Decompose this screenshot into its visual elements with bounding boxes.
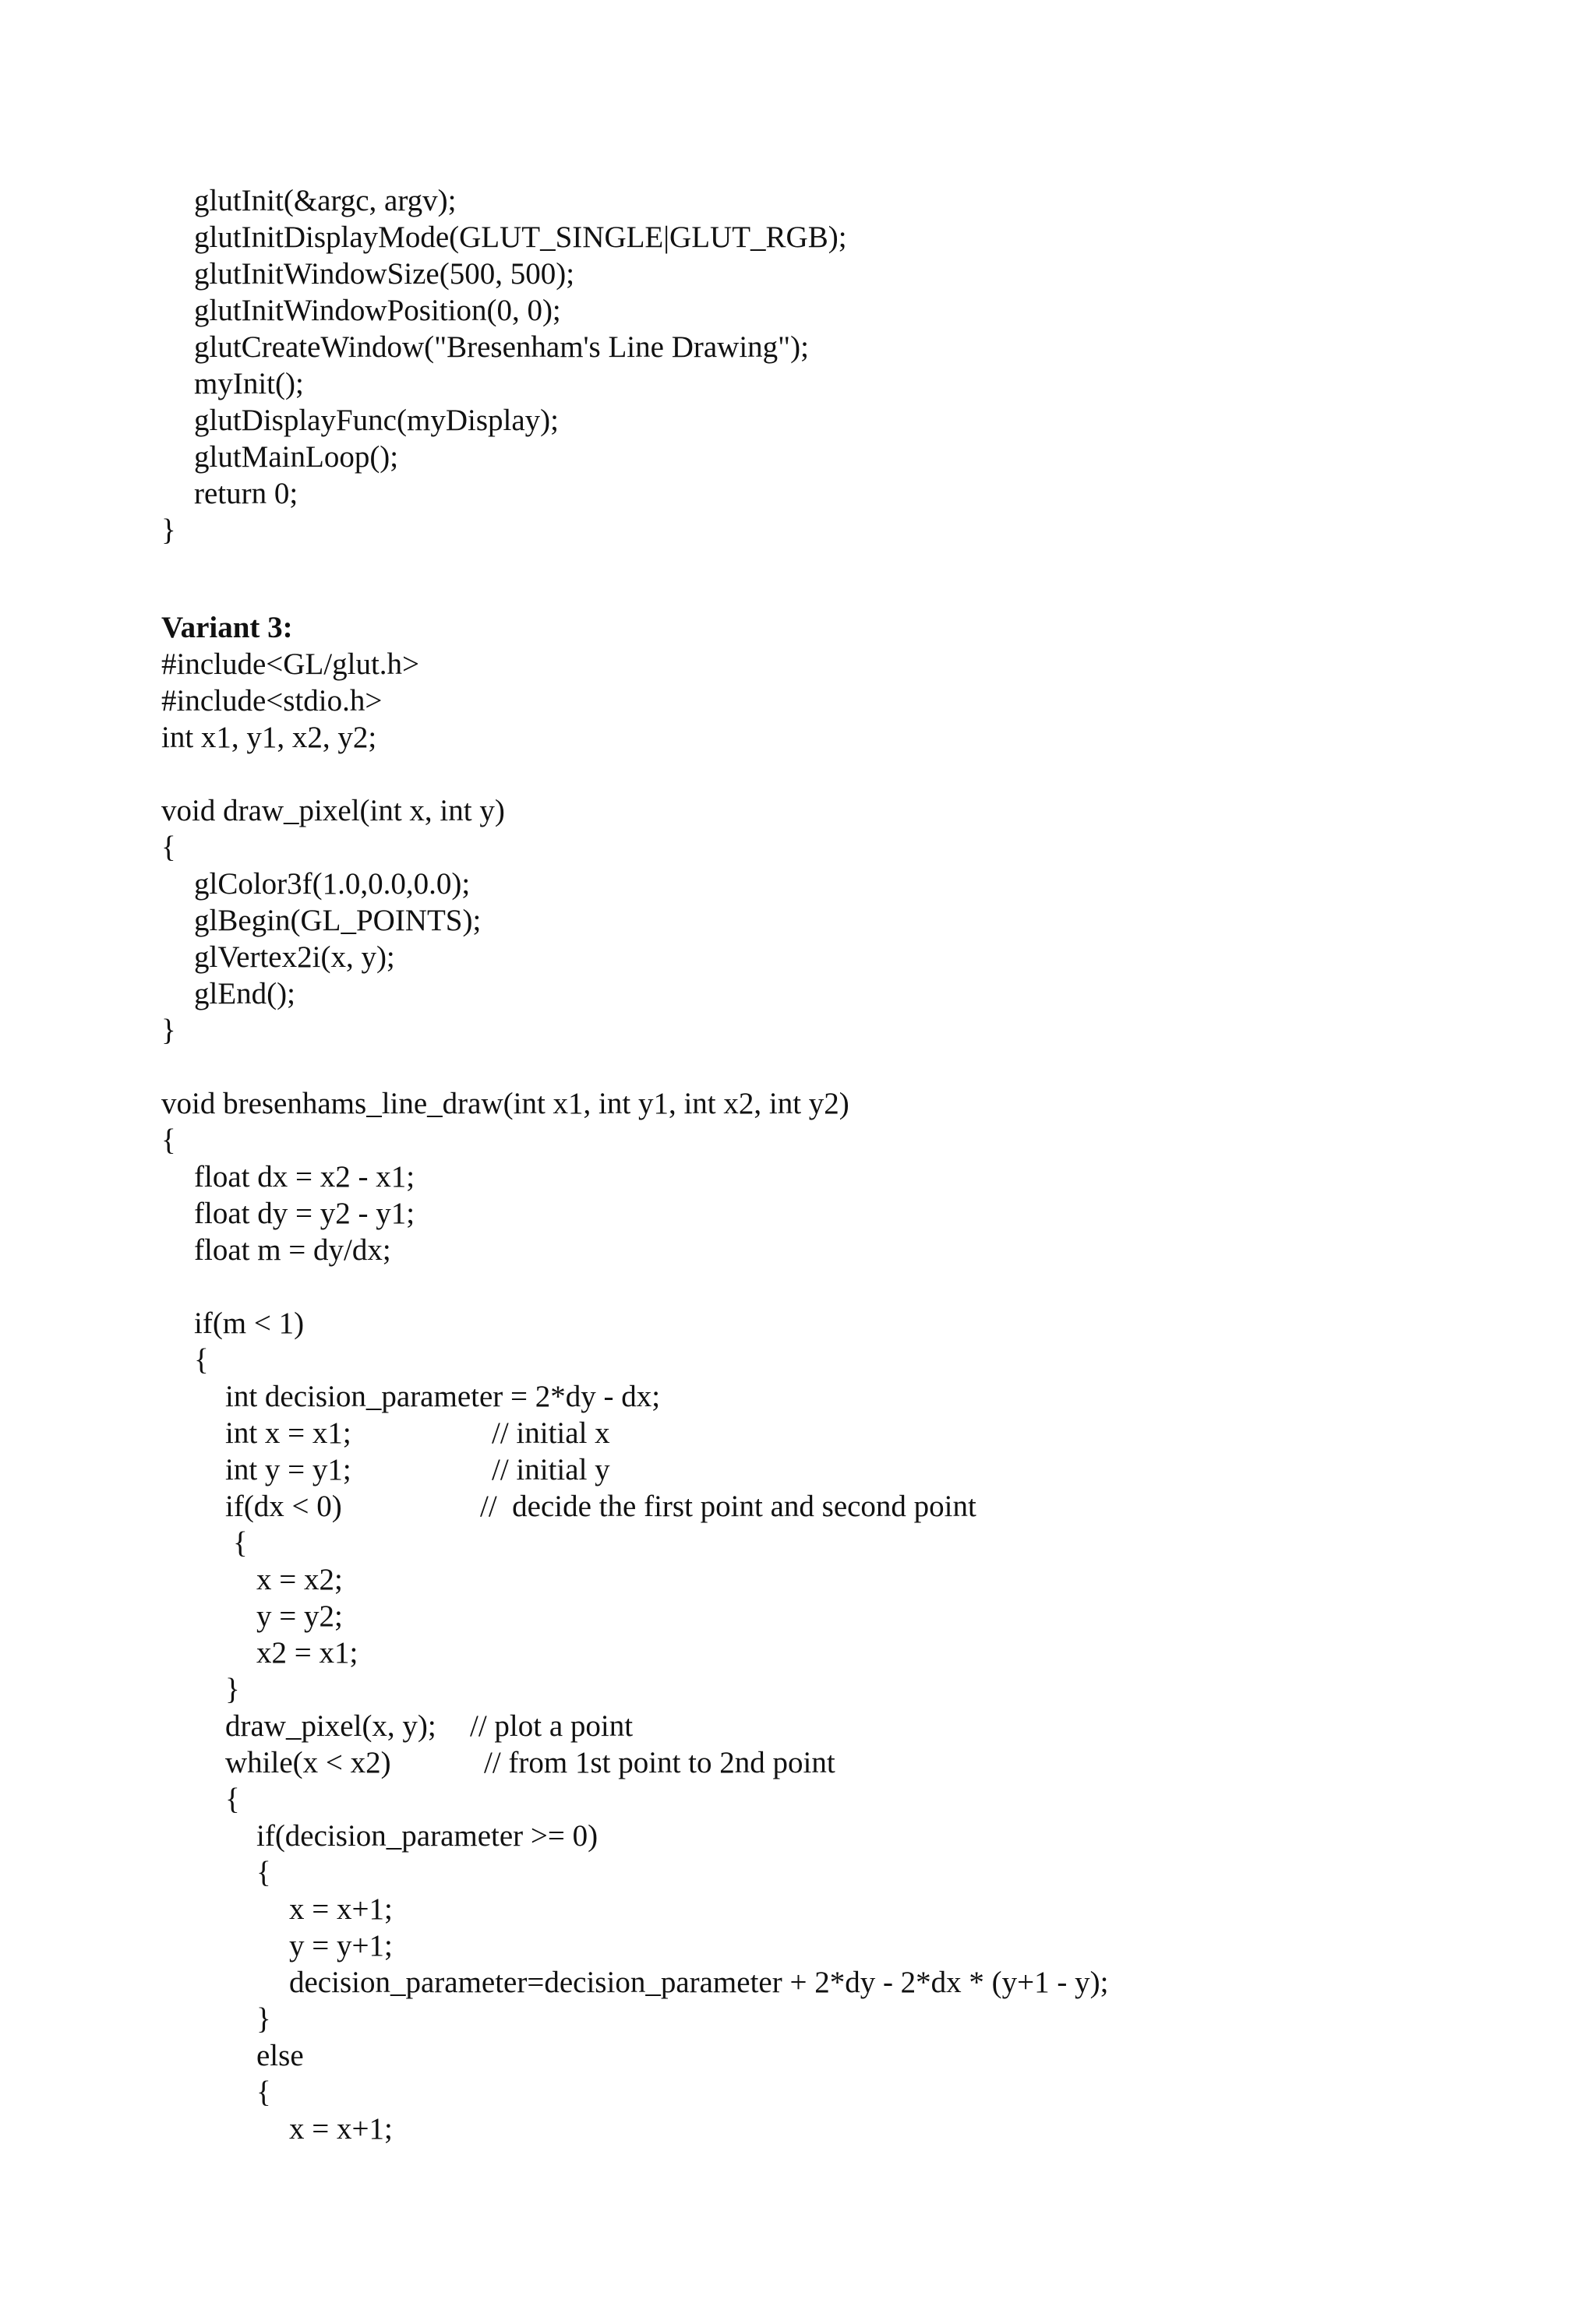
code-line: { (161, 831, 176, 864)
code-line: int decision_parameter = 2*dy - dx; (225, 1380, 661, 1413)
code-line: int x = x1; (225, 1416, 351, 1450)
code-line: { (194, 1343, 209, 1377)
code-line: void draw_pixel(int x, int y) (161, 794, 505, 827)
code-line: decision_parameter=decision_parameter + 2*dy - 2*dx * (y+1 - y); (289, 1966, 1109, 1999)
code-line: draw_pixel(x, y); (225, 1709, 436, 1743)
code-line: glColor3f(1.0,0.0,0.0); (194, 867, 471, 901)
code-line: glVertex2i(x, y); (194, 940, 395, 974)
code-line: float dy = y2 - y1; (194, 1197, 415, 1230)
code-comment: // initial x (492, 1416, 610, 1450)
code-line: if(dx < 0) (225, 1490, 342, 1523)
code-line: if(m < 1) (194, 1307, 305, 1340)
code-line: { (233, 1526, 248, 1560)
code-line: x = x+1; (289, 2112, 393, 2146)
code-line: y = y+1; (289, 1929, 393, 1963)
code-line: glutCreateWindow("Bresenham's Line Drawing"); (194, 330, 809, 364)
code-line: #include<GL/glut.h> (161, 647, 420, 681)
code-line: y = y2; (256, 1599, 343, 1633)
code-line: glBegin(GL_POINTS); (194, 904, 482, 937)
code-line: x2 = x1; (256, 1636, 358, 1670)
code-line: { (256, 2075, 271, 2109)
code-line: float dx = x2 - x1; (194, 1160, 415, 1194)
code-line: { (161, 1123, 176, 1157)
code-line: while(x < x2) (225, 1746, 391, 1779)
code-line: } (161, 513, 176, 547)
code-line: glutMainLoop(); (194, 440, 399, 474)
section-heading: Variant 3: (161, 611, 293, 644)
code-line: #include<stdio.h> (161, 684, 383, 718)
code-line: float m = dy/dx; (194, 1233, 391, 1267)
code-line: glutDisplayFunc(myDisplay); (194, 404, 559, 437)
code-comment: // plot a point (470, 1709, 634, 1743)
code-line: } (256, 2002, 271, 2036)
code-line: int y = y1; (225, 1453, 351, 1486)
code-line: if(decision_parameter >= 0) (256, 1819, 598, 1853)
code-line: glEnd(); (194, 977, 295, 1010)
code-comment: // from 1st point to 2nd point (484, 1746, 835, 1779)
code-line: { (225, 1783, 240, 1816)
code-line: } (225, 1673, 240, 1706)
code-line: glutInit(&argc, argv); (194, 184, 457, 217)
code-line: return 0; (194, 477, 298, 510)
code-line: x = x+1; (289, 1892, 393, 1926)
code-line: int x1, y1, x2, y2; (161, 721, 377, 754)
code-comment: // initial y (492, 1453, 610, 1486)
code-line: glutInitDisplayMode(GLUT_SINGLE|GLUT_RGB); (194, 220, 847, 254)
code-line: glutInitWindowSize(500, 500); (194, 257, 575, 291)
code-line: x = x2; (256, 1563, 343, 1596)
code-line: glutInitWindowPosition(0, 0); (194, 294, 561, 327)
code-comment: // decide the first point and second point (480, 1490, 976, 1523)
code-line: } (161, 1014, 176, 1047)
code-line: else (256, 2039, 304, 2072)
code-line: myInit(); (194, 367, 304, 400)
code-line: void bresenhams_line_draw(int x1, int y1, int x2, int y2) (161, 1087, 849, 1120)
code-line: { (256, 1856, 271, 1889)
